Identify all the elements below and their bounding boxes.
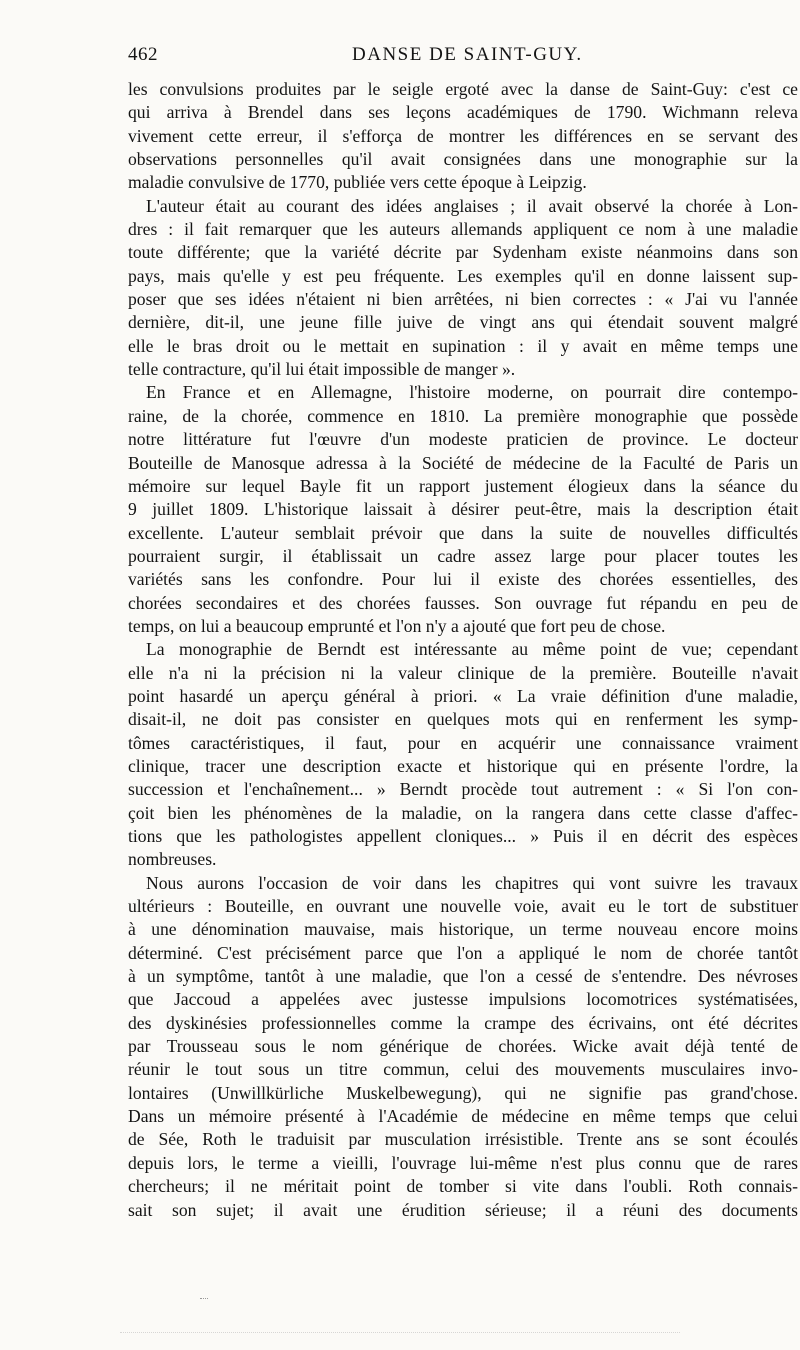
text-line: Dans un mémoire présenté à l'Académie de médecine en même temps que celui: [128, 1106, 798, 1127]
text-line: notre littérature fut l'œuvre d'un modeste praticien de province. Le docteur: [128, 429, 798, 450]
text-line: pays, mais qu'elle y est peu fréquente. Les exemples qu'il en donne laissent sup-: [128, 265, 798, 286]
running-title: DANSE DE SAINT-GUY.: [352, 44, 583, 65]
text-line: nombreuses.: [128, 849, 217, 870]
text-line: tions que les pathologistes appellent cloniques... » Puis il en décrit des espèces: [128, 826, 798, 846]
text-line: sait son sujet; il avait une érudition sérieuse; il a réuni des documents: [128, 1199, 798, 1220]
text-line: que Jaccoud a appelées avec justesse impulsions locomotrices systématisées,: [128, 989, 798, 1010]
text-line: déterminé. C'est précisément parce que l'on a appliqué le nom de chorée tantôt: [128, 942, 798, 963]
text-line: depuis lors, le terme a vieilli, l'ouvrage lui-même n'est plus connu que de rares: [128, 1152, 798, 1173]
text-line: Nous aurons l'occasion de voir dans les chapitres qui vont suivre les travaux: [146, 872, 798, 893]
text-line: L'auteur était au courant des idées anglaises ; il avait observé la chorée à Lon-: [146, 195, 798, 216]
text-line: çoit bien les phénomènes de la maladie, on la rangera dans cette classe d'affec-: [128, 802, 798, 823]
print-smudge: [200, 1298, 208, 1305]
text-line: succession et l'enchaînement... » Berndt procède tout autrement : « Si l'on con-: [128, 779, 798, 800]
text-line: elle n'a ni la précision ni la valeur clinique de la première. Bouteille n'avait: [128, 662, 798, 683]
body-text: [128, 78, 798, 1222]
text-line: de Sée, Roth le traduisit par musculation irrésistible. Trente ans se sont écoulés: [128, 1129, 798, 1150]
text-line: En France et en Allemagne, l'histoire moderne, on pourrait dire contempo-: [146, 382, 798, 403]
text-line: pourraient surgir, il établissait un cadre assez large pour placer toutes les: [128, 545, 798, 566]
text-line: clinique, tracer une description exacte et historique qui en présente l'ordre, la: [128, 755, 798, 776]
text-line: chercheurs; il ne méritait point de tomber si vite dans l'oubli. Roth connais-: [128, 1176, 798, 1197]
text-line: vivement cette erreur, il s'efforça de montrer les différences en se servant des: [128, 125, 798, 146]
text-line: variétés sans les confondre. Pour lui il existe des chorées essentielles, des: [128, 569, 798, 590]
text-line: point hasardé un aperçu général à priori. « La vraie définition d'une maladie,: [128, 685, 798, 706]
text-line: toute différente; que la variété décrite par Sydenham existe néanmoins dans son: [128, 242, 798, 263]
text-line: ultérieurs : Bouteille, en ouvrant une nouvelle voie, avait eu le tort de substituer: [128, 896, 798, 917]
text-line: poser que ses idées n'étaient ni bien arrêtées, ni bien correctes : « J'ai vu l'année: [128, 289, 798, 310]
text-line: Bouteille de Manosque adressa à la Société de médecine de la Faculté de Paris un: [128, 452, 798, 473]
text-line: 9 juillet 1809. L'historique laissait à désirer peut-être, mais la description était: [128, 499, 798, 520]
text-line: tômes caractéristiques, il faut, pour en acquérir une connaissance vraiment: [128, 732, 798, 753]
text-line: observations personnelles qu'il avait consignées dans une monographie sur la: [128, 149, 798, 170]
text-line: La monographie de Berndt est intéressante au même point de vue; cependant: [146, 639, 798, 660]
text-line: par Trousseau sous le nom générique de chorées. Wicke avait déjà tenté de: [128, 1036, 798, 1057]
text-line: à une dénomination mauvaise, mais historique, un terme nouveau encore moins: [128, 919, 798, 940]
text-line: raine, de la chorée, commence en 1810. La première monographie que possède: [128, 405, 798, 426]
text-line: excellente. L'auteur semblait prévoir que dans la suite de nouvelles difficultés: [128, 522, 798, 543]
text-line: dres : il fait remarquer que les auteurs allemands appliquent ce nom à une maladie: [128, 219, 798, 240]
text-line: qui arriva à Brendel dans ses leçons académiques de 1790. Wichmann releva: [128, 102, 798, 123]
text-line: réunir le tout sous un titre commun, celui des mouvements musculaires invo-: [128, 1059, 798, 1080]
text-line: les convulsions produites par le seigle ergoté avec la danse de Saint-Guy: c'est ce: [128, 79, 798, 99]
text-line: telle contracture, qu'il lui était impossible de manger ».: [128, 359, 516, 380]
page-header: [128, 44, 788, 76]
text-line: à un symptôme, tantôt à une maladie, que l'on a cessé de s'entendre. Des névroses: [128, 966, 798, 987]
text-line: temps, on lui a beaucoup emprunté et l'on n'y a ajouté que fort peu de chose.: [128, 615, 666, 636]
text-line: mémoire sur lequel Bayle fit un rapport justement élogieux dans la séance du: [128, 475, 798, 496]
page-number: 462: [128, 44, 158, 65]
text-line: dernière, dit-il, une jeune fille juive de vingt ans qui étendait souvent malgré: [128, 312, 798, 333]
text-line: disait-il, ne doit pas consister en quelques mots qui en renferment les symp-: [128, 709, 798, 730]
text-line: chorées secondaires et des chorées fausses. Son ouvrage fut répandu en peu de: [128, 592, 798, 613]
text-line: lontaires (Unwillkürliche Muskelbewegung), qui ne signifie pas grand'chose.: [128, 1082, 798, 1103]
text-line: maladie convulsive de 1770, publiée vers cette époque à Leipzig.: [128, 172, 587, 193]
text-line: elle le bras droit ou le mettait en supination : il y avait en même temps une: [128, 335, 798, 356]
text-line: des dyskinésies professionnelles comme la crampe des écrivains, ont été décrites: [128, 1012, 798, 1033]
bleed-through: [120, 1332, 680, 1339]
